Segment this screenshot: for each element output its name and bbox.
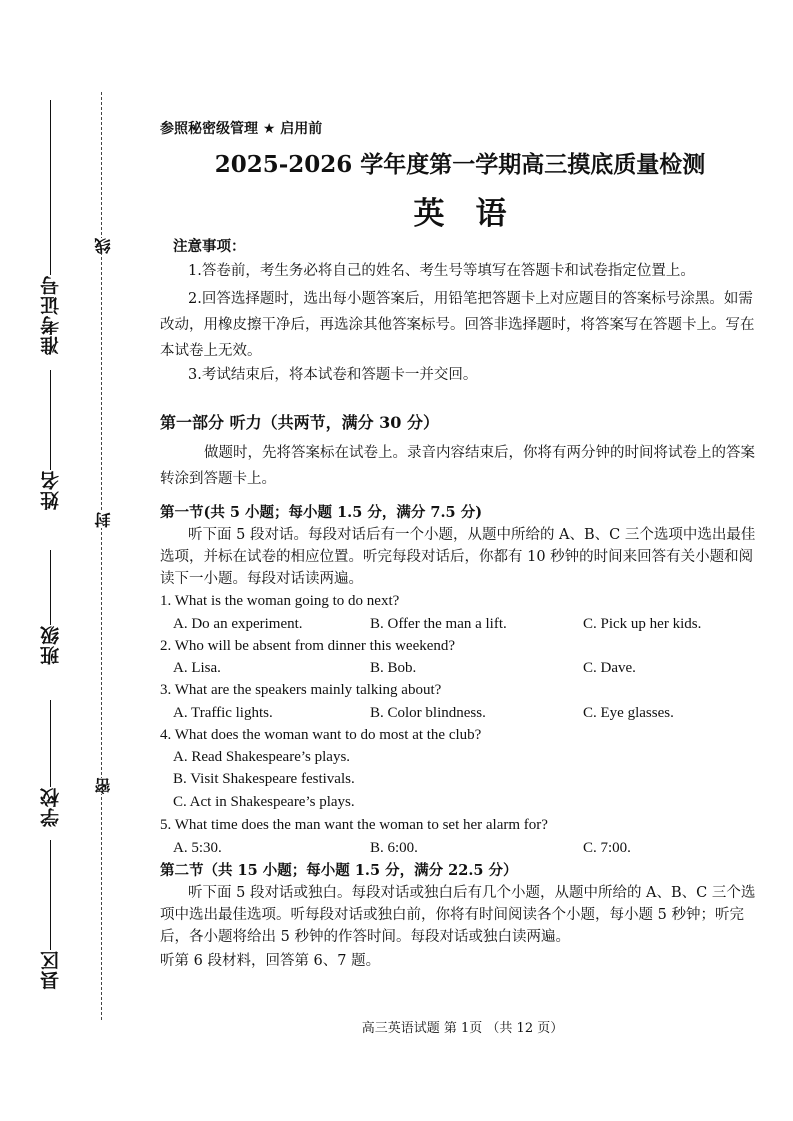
question-3: 3. What are the speakers mainly talking about? [160, 682, 442, 698]
exam-number-field[interactable] [30, 100, 70, 370]
q1-option-c[interactable]: C. Pick up her kids. [583, 616, 702, 632]
name-blank[interactable] [50, 370, 51, 470]
exam-number-label: 准考证号 [39, 275, 62, 355]
q3-option-b[interactable]: B. Color blindness. [370, 705, 486, 721]
section1-heading: 第一节(共 5 小题；每小题 1.5 分，满分 7.5 分) [160, 504, 483, 521]
seal-char-mi: 密 [94, 778, 113, 794]
district-field[interactable] [30, 840, 70, 995]
q3-option-c[interactable]: C. Eye glasses. [583, 705, 674, 721]
section1-intro: 听下面 5 段对话。每段对话后有一个小题，从题中所给的 A、B、C 三个选项中选出最佳选项，并标在试卷的相应位置。听完每段对话后，你都有 10 秒钟的时间来回答有关小题和阅读下一小题。每段对话读两遍。 [160, 527, 756, 587]
exam-title: 2025-2026 学年度第一学期高三摸底质量检测 [214, 151, 706, 178]
page-footer: 高三英语试题 第 1页 （共 12 页） [361, 1021, 564, 1036]
part1-intro: 做题时，先将答案标在试卷上。录音内容结束后，你将有两分钟的时间将试卷上的答案转涂到答题卡上。 [160, 445, 755, 487]
q4-option-b[interactable]: B. Visit Shakespeare festivals. [173, 771, 355, 787]
name-field[interactable] [30, 370, 70, 550]
q4-option-a[interactable]: A. Read Shakespeare’s plays. [173, 749, 351, 765]
q1-option-a[interactable]: A. Do an experiment. [173, 616, 303, 632]
name-label: 姓名 [39, 470, 62, 510]
secret-level-note: 参照秘密级管理 ★ 启用前 [160, 121, 323, 137]
section2-material-note: 听第 6 段材料，回答第 6、7 题。 [160, 953, 381, 969]
class-field[interactable] [30, 550, 70, 700]
district-blank[interactable] [50, 840, 51, 950]
seal-char-feng: 封 [94, 512, 113, 528]
class-blank[interactable] [50, 550, 51, 625]
part1-heading: 第一部分 听力（共两节，满分 30 分） [160, 413, 439, 432]
seal-char-xian: 线 [94, 238, 113, 254]
note-item-1: 1.答卷前，考生务必将自己的姓名、考生号等填写在答题卡和试卷指定位置上。 [188, 263, 695, 279]
question-1: 1. What is the woman going to do next? [160, 593, 400, 609]
district-label: 县区 [39, 950, 62, 990]
class-label: 班级 [39, 625, 62, 665]
school-label: 学校 [39, 787, 62, 827]
school-field[interactable] [30, 700, 70, 840]
exam-number-blank[interactable] [50, 100, 51, 275]
notes-heading: 注意事项： [173, 238, 246, 255]
question-4: 4. What does the woman want to do most at the club? [160, 727, 482, 743]
binding-dashed-line [101, 92, 102, 1020]
note-item-2: 2.回答选择题时，选出每小题答案后，用铅笔把答题卡上对应题目的答案标号涂黑。如需改动，用橡皮擦干净后，再选涂其他答案标号。回答非选择题时，将答案写在答题卡上。写在本试卷上无效。 [160, 291, 755, 359]
section2-heading: 第二节（共 15 小题；每小题 1.5 分，满分 22.5 分） [160, 862, 518, 879]
q2-option-c[interactable]: C. Dave. [583, 660, 636, 676]
q5-option-b[interactable]: B. 6:00. [370, 840, 418, 856]
q3-option-a[interactable]: A. Traffic lights. [173, 705, 273, 721]
school-blank[interactable] [50, 700, 51, 787]
q5-option-c[interactable]: C. 7:00. [583, 840, 631, 856]
note-item-3: 3.考试结束后，将本试卷和答题卡一并交回。 [188, 367, 478, 383]
q4-option-c[interactable]: C. Act in Shakespeare’s plays. [173, 794, 355, 810]
q1-option-b[interactable]: B. Offer the man a lift. [370, 616, 507, 632]
subject-title: 英 语 [413, 196, 507, 232]
question-5: 5. What time does the man want the woman to set her alarm for? [160, 817, 548, 833]
q2-option-a[interactable]: A. Lisa. [173, 660, 221, 676]
q2-option-b[interactable]: B. Bob. [370, 660, 417, 676]
question-2: 2. Who will be absent from dinner this weekend? [160, 638, 456, 654]
section2-intro: 听下面 5 段对话或独白。每段对话或独白后有几个小题，从题中所给的 A、B、C 三个选项中选出最佳选项。听每段对话或独白前，你将有时间阅读各个小题，每小题 5 秒钟；听完后，各小题将给出 5 秒钟的作答时间。每段对话或独白读两遍。 [160, 885, 756, 945]
q5-option-a[interactable]: A. 5:30. [173, 840, 222, 856]
